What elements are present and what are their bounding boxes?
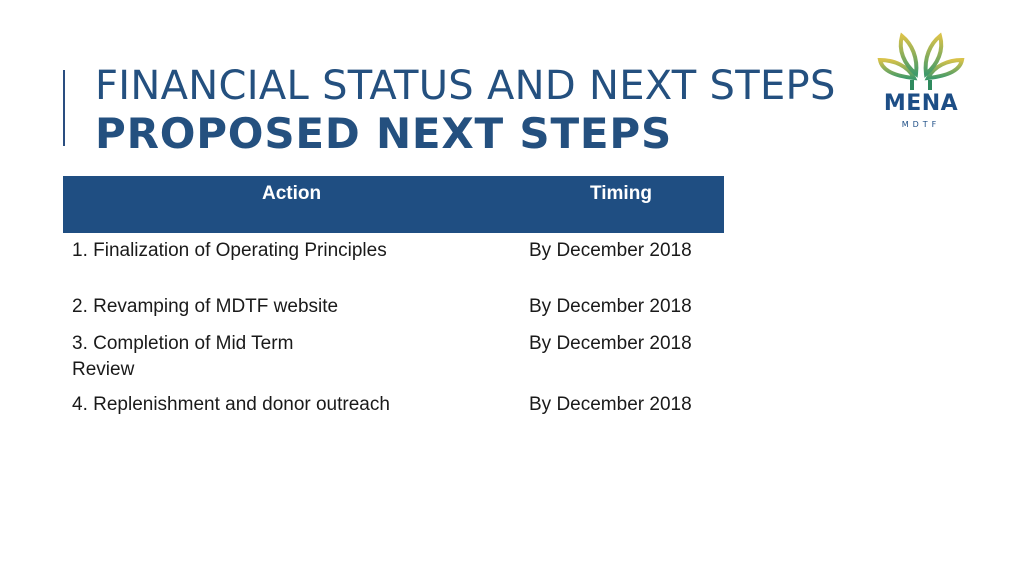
next-steps-table	[63, 176, 724, 415]
action-cell: 3. Completion of Mid Term Review	[72, 333, 294, 380]
title-accent-bar	[63, 70, 65, 146]
timing-cell: By December 2018	[529, 296, 692, 317]
action-cell: 1. Finalization of Operating Principles	[72, 240, 387, 261]
column-header-timing: Timing	[590, 183, 652, 204]
mena-mdtf-logo	[874, 30, 968, 135]
logo-wordmark: MENA	[883, 91, 959, 116]
timing-cell: By December 2018	[529, 240, 692, 261]
action-cell: 4. Replenishment and donor outreach	[72, 394, 390, 415]
leaf-sprout-icon	[874, 30, 968, 92]
timing-cell: By December 2018	[529, 394, 692, 415]
action-cell: 2. Revamping of MDTF website	[72, 296, 339, 317]
column-header-action: Action	[262, 183, 322, 204]
slide-title: FINANCIAL STATUS AND NEXT STEPS	[95, 63, 836, 109]
logo-subtext: MDTF	[901, 120, 941, 129]
table-header	[63, 176, 724, 233]
slide-subtitle: PROPOSED NEXT STEPS	[95, 109, 673, 158]
timing-cell: By December 2018	[529, 333, 692, 354]
